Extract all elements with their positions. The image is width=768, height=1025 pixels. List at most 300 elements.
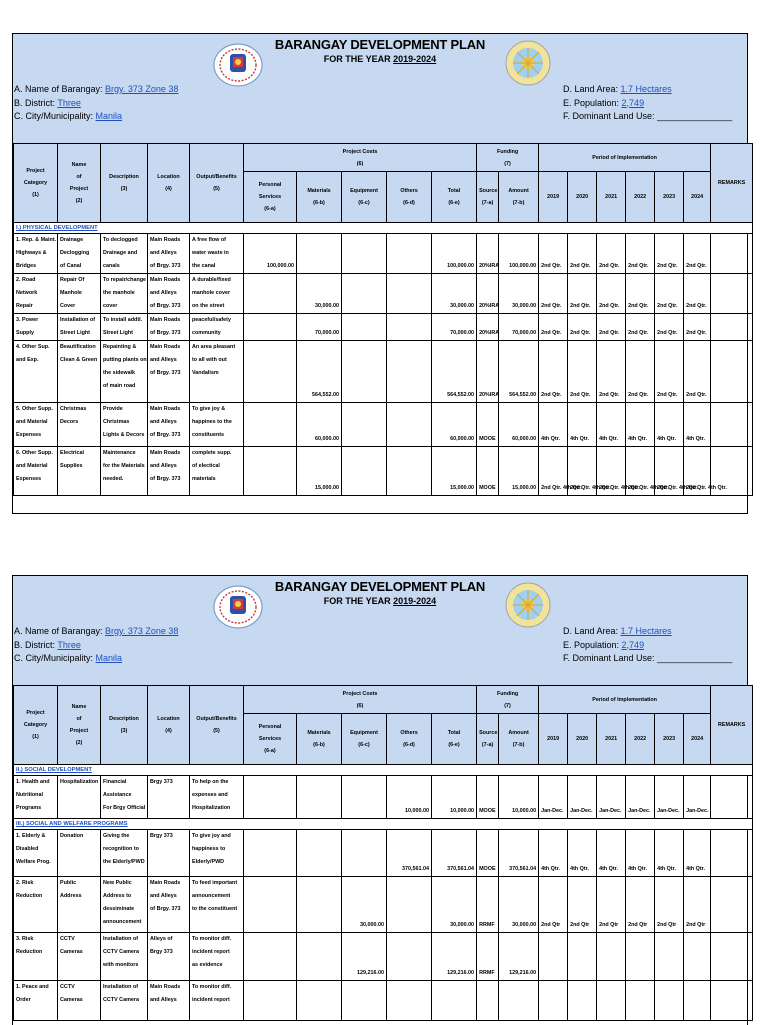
col-amount (499, 714, 539, 765)
col-year-2: 2020 (568, 714, 597, 765)
table-row (14, 274, 753, 314)
description-cell-line: Installation of (103, 936, 139, 942)
barangay-name-label: A. Name of Barangay: (14, 626, 106, 636)
materials-cell: 15,000.00 (297, 447, 342, 496)
project-category-cell (14, 877, 58, 933)
col-materials (297, 714, 342, 765)
project-name-cell-line: of Canal (60, 263, 82, 269)
equipment-cell: 129,216.00 (342, 933, 387, 981)
remarks-cell (711, 403, 753, 447)
col-output-line: (5) (213, 728, 220, 734)
personal-services-cell (244, 776, 297, 819)
col-equipment (342, 172, 387, 223)
period-cell: 4th Qtr. (568, 830, 597, 877)
subtitle-years: 2019-2024 (393, 596, 437, 606)
personal-services-cell: 100,000.00 (244, 234, 297, 274)
col-year-1: 2019 (539, 714, 568, 765)
project-category-cell-line: Reduction (16, 893, 43, 899)
project-name-cell-line: Installation of (60, 317, 96, 323)
materials-cell (297, 776, 342, 819)
col-description-line: (3) (120, 728, 128, 734)
city-value: Manila (95, 111, 123, 121)
col-location-line: Location (157, 716, 180, 722)
col-description-line: Description (109, 716, 139, 722)
col-source (477, 172, 499, 223)
description-cell (101, 274, 148, 314)
source-cell (477, 981, 499, 1021)
output-cell-line: on the street (192, 303, 225, 309)
land-area-line (563, 83, 732, 97)
period-cell: 2nd Qtr. (597, 274, 626, 314)
output-cell-line: constituents (192, 432, 225, 438)
project-name-cell-line: Cover (60, 303, 76, 309)
output-cell-line: happiness to (192, 846, 226, 852)
project-category-cell-line: 1. Health and (16, 779, 50, 785)
period-cell: 2nd Qtr. (626, 234, 655, 274)
period-cell: 2nd Qtr (655, 877, 684, 933)
col-location (148, 144, 190, 223)
project-category-cell-line: Order (16, 997, 31, 1003)
project-name-cell-line: Donation (60, 833, 84, 839)
col-project-costs (244, 144, 477, 172)
description-cell (101, 341, 148, 403)
col-year-6: 2024 (684, 172, 711, 223)
description-cell-line: Assistance (103, 792, 132, 798)
location-cell (148, 830, 190, 877)
period-cell: 2nd Qtr. (684, 314, 711, 341)
land-use-label: F. Dominant Land Use: (563, 111, 658, 121)
amount-cell: 10,000.00 (499, 776, 539, 819)
amount-cell: 60,000.00 (499, 403, 539, 447)
project-name-cell-line: CCTV (60, 936, 75, 942)
period-cell (684, 933, 711, 981)
period-cell: 2nd Qtr. 4th Qtr. (655, 447, 684, 496)
others-cell (387, 234, 432, 274)
amount-cell: 30,000.00 (499, 877, 539, 933)
table-row (14, 314, 753, 341)
personal-services-cell (244, 274, 297, 314)
period-cell (539, 981, 568, 1021)
col-description-line: Description (109, 174, 139, 180)
col-name-line: Name (71, 162, 87, 168)
land-use-line (563, 652, 732, 666)
period-cell (684, 981, 711, 1021)
project-category-cell-line: 4. Other Sup. (16, 344, 50, 350)
district-value: Three (57, 639, 81, 650)
col-project-category-line: (1) (32, 734, 39, 740)
plan-table-1 (13, 143, 753, 496)
output-cell-line: incident report (192, 949, 230, 955)
source-cell: MOOE (477, 447, 499, 496)
project-category-cell-line: Expenses (16, 476, 42, 482)
description-cell-line: Lights & Decors (103, 432, 145, 438)
project-name-cell-line: Beautification (60, 344, 96, 350)
barangay-info-left (14, 625, 178, 666)
col-year-3: 2021 (597, 714, 626, 765)
period-cell: 2nd Qtr. (568, 314, 597, 341)
project-name-cell (58, 341, 101, 403)
col-description (101, 686, 148, 765)
period-cell: 4th Qtr. (655, 403, 684, 447)
description-cell (101, 403, 148, 447)
period-cell: 2nd Qtr. 4th Qtr. (597, 447, 626, 496)
project-name-cell-line: Address (60, 893, 82, 899)
description-cell-line: putting plants on (103, 357, 147, 363)
col-source-line: (7-a) (481, 742, 494, 748)
district-line (14, 639, 178, 653)
output-cell-line: To monitor diff. (192, 984, 232, 990)
description-cell-line: Christmas (103, 419, 130, 425)
period-cell: 2nd Qtr. (539, 234, 568, 274)
remarks-cell (711, 274, 753, 314)
project-category-cell (14, 314, 58, 341)
output-cell-line: To give joy and (192, 833, 231, 839)
project-category-cell (14, 933, 58, 981)
project-name-cell (58, 776, 101, 819)
col-total-line: (6-e) (448, 200, 460, 206)
output-cell (190, 341, 244, 403)
description-cell-line: Address to (103, 893, 132, 899)
col-equipment (342, 714, 387, 765)
district-value: Three (57, 97, 81, 108)
col-project-category-line: (1) (32, 192, 39, 198)
output-cell (190, 933, 244, 981)
district-label: B. District: (14, 97, 58, 108)
personal-services-cell (244, 341, 297, 403)
description-cell-line: needed. (103, 476, 124, 482)
col-funding-line: Funding (496, 690, 519, 697)
plan-table-2 (13, 685, 753, 1021)
location-cell (148, 981, 190, 1021)
equipment-cell (342, 341, 387, 403)
col-output-line: Output/Benefits (196, 174, 237, 180)
location-cell (148, 234, 190, 274)
project-category-cell-line: 2. Road (16, 277, 36, 283)
location-cell-line: of Brgy. 373 (150, 370, 181, 376)
location-cell (148, 447, 190, 496)
col-personal-services (244, 714, 297, 765)
project-category-cell-line: 6. Other Supp. (16, 450, 53, 456)
location-cell-line: of Brgy. 373 (150, 906, 181, 912)
project-category-cell-line: 5. Other Supp. (16, 406, 53, 412)
remarks-cell (711, 314, 753, 341)
source-cell: MOOE (477, 403, 499, 447)
barangay-info-right (563, 83, 732, 124)
location-cell-line: and Alleys (150, 290, 177, 296)
description-cell-line: the sidewalk (103, 370, 136, 376)
col-materials-line: Materials (307, 188, 331, 194)
page-subtitle (13, 596, 747, 606)
description-cell-line: New Public (103, 880, 132, 886)
project-category-cell-line: 2. Risk (16, 880, 34, 886)
col-project-costs-line: Project Costs (342, 690, 378, 697)
amount-cell: 100,000.00 (499, 234, 539, 274)
description-cell-line: the manhole (103, 290, 135, 296)
output-cell (190, 877, 244, 933)
col-total-line: Total (447, 730, 461, 736)
output-cell-line: expenses and (192, 792, 228, 798)
col-funding (477, 144, 539, 172)
city-line (14, 652, 178, 666)
remarks-cell (711, 877, 753, 933)
period-cell: 2nd Qtr. (655, 314, 684, 341)
equipment-cell: 30,000.00 (342, 877, 387, 933)
description-cell-line: announcement (103, 919, 142, 925)
period-cell: 2nd Qtr (597, 877, 626, 933)
output-cell-line: announcement (192, 893, 231, 899)
description-cell-line: Giving the (103, 833, 130, 839)
period-cell: Jan-Dec. (568, 776, 597, 819)
period-cell: 2nd Qtr. (539, 341, 568, 403)
project-name-cell-line: Cameras (60, 997, 83, 1003)
project-name-cell-line: Manhole (60, 290, 82, 296)
others-cell (387, 877, 432, 933)
col-name-line: Name (71, 704, 87, 710)
description-cell-line: CCTV Camera (103, 949, 139, 955)
location-cell-line: Brgy 373 (150, 833, 173, 839)
materials-cell: 70,000.00 (297, 314, 342, 341)
description-cell-line: For Brgy Official (103, 805, 146, 811)
col-year-1: 2019 (539, 172, 568, 223)
barangay-info-left (14, 83, 178, 124)
col-personal-services-line: Personal (258, 724, 282, 730)
location-cell-line: and Alleys (150, 357, 177, 363)
location-cell-line: Main Roads (150, 450, 181, 456)
period-cell: 4th Qtr. (684, 403, 711, 447)
col-materials-line: (6-b) (313, 742, 325, 748)
description-cell-line: CCTV Camera (103, 997, 139, 1003)
personal-services-cell (244, 314, 297, 341)
city-seal-icon (212, 43, 264, 87)
col-project-costs-line: (6) (356, 160, 364, 167)
col-project-category (14, 686, 58, 765)
col-name (58, 144, 101, 223)
section-row (14, 765, 753, 776)
project-name-cell (58, 447, 101, 496)
col-total-line: Total (447, 188, 461, 194)
col-personal-services-line: Services (258, 194, 282, 200)
remarks-cell (711, 933, 753, 981)
population-value: 2,749 (621, 97, 645, 108)
project-name-cell (58, 274, 101, 314)
project-name-cell (58, 981, 101, 1021)
location-cell-line: Alleys of (150, 936, 173, 942)
location-cell-line: and Alleys (150, 419, 177, 425)
period-cell: 4th Qtr. (597, 830, 626, 877)
location-cell (148, 933, 190, 981)
project-category-cell-line: 3. Power (16, 317, 39, 323)
description-cell-line: To install addtl. (103, 317, 143, 323)
output-cell (190, 447, 244, 496)
output-cell-line: Hospitalization (192, 805, 231, 811)
equipment-cell (342, 314, 387, 341)
col-total (432, 172, 477, 223)
project-category-cell-line: Network (16, 290, 38, 296)
land-area-label: D. Land Area: (563, 84, 621, 94)
output-cell-line: as evidence (192, 962, 223, 968)
col-others-line: (6-d) (403, 200, 415, 206)
col-output-line: Output/Benefits (196, 716, 237, 722)
col-funding (477, 686, 539, 714)
project-category-cell-line: and Material (16, 419, 48, 425)
total-cell: 15,000.00 (432, 447, 477, 496)
city-line (14, 110, 178, 124)
output-cell-line: water waste in (192, 250, 229, 256)
personal-services-cell (244, 877, 297, 933)
amount-cell: 370,561.04 (499, 830, 539, 877)
barangay-name-value: Brgy. 373 Zone 38 (105, 626, 179, 636)
remarks-cell (711, 341, 753, 403)
table-row (14, 933, 753, 981)
page-title: BARANGAY DEVELOPMENT PLAN (274, 37, 486, 52)
output-cell-line: to the constituent (192, 906, 238, 912)
col-source-line: Source (479, 188, 498, 194)
table-row (14, 447, 753, 496)
col-personal-services-line: Services (258, 736, 282, 742)
project-category-cell (14, 447, 58, 496)
col-others-line: Others (400, 188, 418, 194)
project-category-cell-line: Supply (16, 330, 34, 336)
description-cell-line: of main road (103, 383, 136, 389)
location-cell-line: and Alleys (150, 250, 177, 256)
output-cell-line: manhole cover (192, 290, 231, 296)
materials-cell (297, 830, 342, 877)
land-use-line (563, 110, 732, 124)
equipment-cell (342, 776, 387, 819)
output-cell-line: materials (192, 476, 216, 482)
barangay-info-right (563, 625, 732, 666)
barangay-name-label: A. Name of Barangay: (14, 84, 106, 94)
col-name-line: Project (69, 186, 89, 192)
barangay-seal-icon (503, 581, 553, 629)
output-cell (190, 314, 244, 341)
equipment-cell (342, 403, 387, 447)
output-cell-line: To help on the (192, 779, 229, 785)
source-cell: 20%IRA (477, 274, 499, 314)
col-output-line: (5) (213, 186, 220, 192)
city-label: C. City/Municipality: (14, 653, 96, 663)
project-name-cell-line: Electrical (60, 450, 84, 456)
project-name-cell-line: Supplies (60, 463, 83, 469)
description-cell (101, 933, 148, 981)
amount-cell: 564,552.00 (499, 341, 539, 403)
col-remarks: REMARKS (711, 144, 753, 223)
period-cell: Jan-Dec. (539, 776, 568, 819)
table-row (14, 234, 753, 274)
land-use-value: _______________ (657, 653, 733, 663)
materials-cell (297, 877, 342, 933)
project-category-cell-line: Programs (16, 805, 42, 811)
description-cell (101, 877, 148, 933)
source-cell: RRMF (477, 933, 499, 981)
project-category-cell (14, 830, 58, 877)
project-name-cell-line: Drainage (60, 237, 84, 243)
section-row (14, 223, 753, 234)
source-cell: MOOE (477, 830, 499, 877)
project-category-cell-line: 3. Risk (16, 936, 34, 942)
col-project-category-line: Project (26, 710, 45, 716)
section-title: III.) SOCIAL AND WELFARE PROGRAMS (14, 819, 753, 830)
others-cell (387, 447, 432, 496)
plan-sheet-1 (12, 33, 748, 514)
description-cell (101, 234, 148, 274)
col-others-line: Others (400, 730, 418, 736)
period-cell: 2nd Qtr. (568, 234, 597, 274)
source-cell: 20%IRA (477, 341, 499, 403)
sheet-header (13, 34, 747, 144)
period-cell: 2nd Qtr. (655, 274, 684, 314)
description-cell-line: cover (103, 303, 118, 309)
col-total (432, 714, 477, 765)
city-value: Manila (95, 653, 123, 663)
output-cell (190, 981, 244, 1021)
materials-cell: 564,552.00 (297, 341, 342, 403)
description-cell-line: Street Light (103, 330, 133, 336)
project-name-cell (58, 830, 101, 877)
col-personal-services (244, 172, 297, 223)
personal-services-cell (244, 981, 297, 1021)
col-location-line: (4) (165, 186, 172, 192)
others-cell (387, 981, 432, 1021)
col-project-category-line: Category (23, 180, 48, 186)
period-cell: 2nd Qtr. (597, 341, 626, 403)
land-use-label: F. Dominant Land Use: (563, 653, 658, 663)
period-cell: 2nd Qtr (539, 877, 568, 933)
description-cell-line: canals (103, 263, 120, 269)
period-cell: 2nd Qtr (568, 877, 597, 933)
period-cell: Jan-Dec. (684, 776, 711, 819)
total-cell (432, 981, 477, 1021)
total-cell: 129,216.00 (432, 933, 477, 981)
location-cell-line: of Brgy. 373 (150, 432, 181, 438)
col-amount-line: Amount (508, 730, 529, 736)
col-equipment-line: Equipment (350, 730, 378, 736)
location-cell-line: Main Roads (150, 277, 181, 283)
output-cell-line: To feed important (192, 880, 238, 886)
header-row (14, 144, 753, 172)
population-value: 2,749 (621, 639, 645, 650)
project-category-cell-line: and Exp. (16, 357, 39, 363)
project-name-cell (58, 234, 101, 274)
period-cell: Jan-Dec. (597, 776, 626, 819)
location-cell-line: Main Roads (150, 237, 181, 243)
col-output (190, 144, 244, 223)
population-line (563, 97, 732, 111)
barangay-name-line (14, 83, 178, 97)
col-year-3: 2021 (597, 172, 626, 223)
description-cell-line: To declogged (103, 237, 138, 243)
personal-services-cell (244, 447, 297, 496)
location-cell-line: Main Roads (150, 984, 181, 990)
description-cell (101, 447, 148, 496)
col-year-2: 2020 (568, 172, 597, 223)
district-line (14, 97, 178, 111)
col-name-line: of (76, 716, 82, 722)
amount-cell: 15,000.00 (499, 447, 539, 496)
total-cell: 60,000.00 (432, 403, 477, 447)
source-cell: RRMF (477, 877, 499, 933)
amount-cell: 129,216.00 (499, 933, 539, 981)
description-cell (101, 981, 148, 1021)
description-cell-line: To repair/change (103, 277, 147, 283)
project-name-cell-line: Public (60, 880, 77, 886)
location-cell (148, 314, 190, 341)
period-cell: 2nd Qtr. (655, 341, 684, 403)
land-area-value: 1.7 Hectares (620, 626, 672, 636)
output-cell-line: community (192, 330, 221, 336)
barangay-name-value: Brgy. 373 Zone 38 (105, 84, 179, 94)
location-cell-line: of Brgy. 373 (150, 330, 181, 336)
